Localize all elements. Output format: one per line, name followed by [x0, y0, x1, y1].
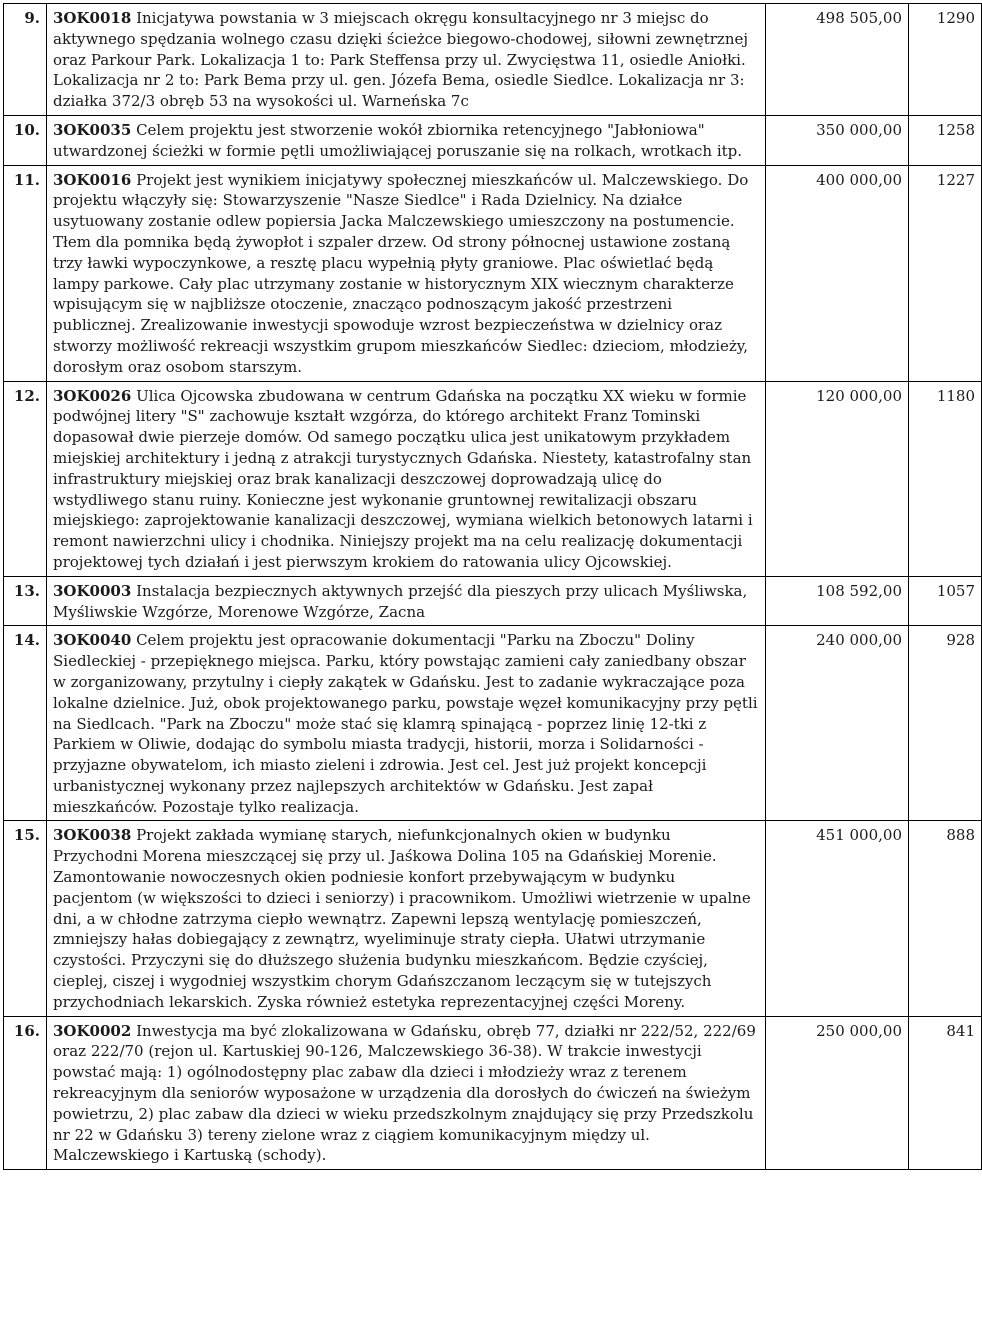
project-votes: 1290 — [909, 4, 982, 116]
project-code: 3OK0003 — [53, 581, 132, 600]
table-row — [4, 626, 982, 821]
project-description-cell — [47, 626, 766, 821]
project-votes: 1227 — [909, 165, 982, 381]
project-code: 3OK0018 — [53, 9, 132, 27]
project-description-cell — [47, 4, 766, 116]
table-row — [4, 381, 982, 576]
project-votes: 1180 — [909, 381, 982, 576]
project-description-cell — [47, 115, 766, 165]
project-code: 3OK0026 — [53, 386, 132, 405]
project-description-cell — [47, 165, 766, 381]
project-description: Projekt jest wynikiem inicjatywy społecznej mieszkańców ul. Malczewskiego. Do projektu włączyły się: Stowarzyszenie "Nasze Siedlce" i Rada Dzielnicy. Na działce usytuowany zostanie odlew popiersia Jacka Malczewskiego umieszczony na postumencie. Tłem dla pomnika będą żywopłot i szpaler drzew. Od strony północnej ustawione zostaną trzy ławki wypoczynkowe, a resztę placu wypełnią płyty graniowe. Plac oświetlać będą lampy parkowe. Cały plac utrzymany zostanie w historycznym XIX wiecznym charakterze wpisującym się w najbliższe otoczenie, znacząco podnoszącym jakość przestrzeni publicznej. Zrealizowanie inwestycji spowoduje wzrost bezpieczeństwa w dzielnicy oraz stworzy możliwość rekreacji wszystkim grupom mieszkańców Siedlec: dzieciom, młodzieży, dorosłym oraz osobom starszym. — [53, 170, 749, 376]
table-row — [4, 821, 982, 1016]
project-votes: 1258 — [909, 115, 982, 165]
row-number: 12. — [4, 381, 47, 576]
project-code: 3OK0002 — [53, 1021, 132, 1040]
project-description: Inicjatywa powstania w 3 miejscach okręgu konsultacyjnego nr 3 miejsc do aktywnego spędzania wolnego czasu dzięki ścieżce biegowo-chodowej, siłowni zewnętrznej oraz Parkour Park. Lokalizacja 1 to: Park Steffensa przy ul. Zwycięstwa 11, osiedle Aniołki. Lokalizacja nr 2 to: Park Bema przy ul. gen. Józefa Bema, osiedle Siedlce. Lokalizacja nr 3: działka 372/3 obręb 53 na wysokości ul. Warneńska 7c — [53, 9, 749, 111]
project-amount: 240 000,00 — [766, 626, 909, 821]
project-description: Projekt zakłada wymianę starych, niefunkcjonalnych okien w budynku Przychodni Morena mieszczącej się przy ul. Jaśkowa Dolina 105 na Gdańskiej Morenie. Zamontowanie nowoczesnych okien podniesie konfort przebywającym w budynku pacjentom (w większości to dzieci i seniorzy) i pracownikom. Umożliwi wietrzenie w upalne dni, a w chłodne zatrzyma ciepło wewnątrz. Zapewni lepszą wentylację pomieszczeń, zmniejszy hałas dobiegający z zewnątrz, wyeliminuje straty ciepła. Ułatwi utrzymanie czystości. Przyczyni się do dłuższego służenia budynku mieszkańcom. Będzie czyściej, cieplej, ciszej i wygodniej wszystkim chorym Gdańszczanom leczącym się w tutejszych przychodniach lekarskich. Zyska również estetyka reprezentacyjnej części Moreny. — [53, 826, 751, 1011]
project-amount: 498 505,00 — [766, 4, 909, 116]
table-row — [4, 165, 982, 381]
project-votes: 1057 — [909, 576, 982, 626]
project-description: Inwestycja ma być zlokalizowana w Gdańsku, obręb 77, działki nr 222/52, 222/69 oraz 222/70 (rejon ul. Kartuskiej 90-126, Malczewskiego 36-38). W trakcie inwestycji powstać mają: 1) ogólnodostępny plac zabaw dla dzieci i młodzieży wraz z terenem rekreacyjnym dla seniorów wyposażone w urządzenia dla dorosłych do ćwiczeń na świeżym powietrzu, 2) plac zabaw dla dzieci w wieku przedszkolnym znajdujący się przy Przedszkolu nr 22 w Gdańsku 3) tereny zielone wraz z ciągiem komunikacyjnym między ul. Malczewskiego i Kartuską (schody). — [53, 1021, 756, 1165]
projects-table — [3, 3, 982, 1170]
table-row — [4, 4, 982, 116]
project-amount: 400 000,00 — [766, 165, 909, 381]
table-row — [4, 1016, 982, 1170]
project-description-cell — [47, 1016, 766, 1170]
table-row — [4, 576, 982, 626]
row-number: 9. — [4, 4, 47, 116]
project-amount: 451 000,00 — [766, 821, 909, 1016]
row-number: 14. — [4, 626, 47, 821]
row-number: 10. — [4, 115, 47, 165]
project-votes: 841 — [909, 1016, 982, 1170]
row-number: 16. — [4, 1016, 47, 1170]
project-description: Ulica Ojcowska zbudowana w centrum Gdańska na początku XX wieku w formie podwójnej litery "S" zachowuje kształt wzgórza, do którego architekt Franz Tominski dopasował dwie pierzeje domów. Od samego początku ulica jest unikatowym przykładem miejskiej architektury i jedną z atrakcji turystycznych Gdańska. Niestety, katastrofalny stan infrastruktury miejskiej oraz brak kanalizacji deszczowej doprowadzają ulicę do wstydliwego stanu ruiny. Konieczne jest wykonanie gruntownej rewitalizacji obszaru miejskiego: zaprojektowanie kanalizacji deszczowej, wymiana wielkich betonowych latarni i remont nawierzchni ulicy i chodnika. Niniejszy projekt ma na celu realizację dokumentacji projektowej tych działań i jest pierwszym krokiem do ratowania ulicy Ojcowskiej. — [53, 386, 753, 571]
row-number: 15. — [4, 821, 47, 1016]
project-code: 3OK0016 — [53, 170, 132, 189]
project-votes: 888 — [909, 821, 982, 1016]
project-code: 3OK0040 — [53, 631, 132, 650]
table-row — [4, 115, 982, 165]
project-amount: 120 000,00 — [766, 381, 909, 576]
project-code: 3OK0038 — [53, 826, 132, 845]
project-amount: 108 592,00 — [766, 576, 909, 626]
project-description: Instalacja bezpiecznych aktywnych przejść dla pieszych przy ulicach Myśliwska, Myśliwskie Wzgórze, Morenowe Wzgórze, Zacna — [53, 581, 748, 621]
row-number: 13. — [4, 576, 47, 626]
project-description-cell — [47, 576, 766, 626]
project-votes: 928 — [909, 626, 982, 821]
project-description: Celem projektu jest stworzenie wokół zbiornika retencyjnego "Jabłoniowa" utwardzonej ścieżki w formie pętli umożliwiającej poruszanie się na rolkach, wrotkach itp. — [53, 120, 743, 160]
project-description-cell — [47, 381, 766, 576]
project-amount: 350 000,00 — [766, 115, 909, 165]
row-number: 11. — [4, 165, 47, 381]
project-description-cell — [47, 821, 766, 1016]
project-amount: 250 000,00 — [766, 1016, 909, 1170]
project-code: 3OK0035 — [53, 120, 132, 139]
project-description: Celem projektu jest opracowanie dokumentacji "Parku na Zboczu" Doliny Siedleckiej - przepięknego miejsca. Parku, który powstając zamieni cały zaniedbany obszar w zorganizowany, przytulny i ciepły zakątek w Gdańsku. Jest to zadanie wykraczające poza lokalne dzielnice. Już, obok projektowanego parku, powstaje węzeł komunikacyjny przy pętli na Siedlcach. "Park na Zboczu" może stać się klamrą spinającą - poprzez linię 12-tki z Parkiem w Oliwie, dodając do symbolu miasta tradycji, historii, morza i Solidarności - przyjazne obywatelom, ich miasto zieleni i zdrowia. Jest cel. Jest już projekt koncepcji urbanistycznej wykonany przez najlepszych architektów w Gdańsku. Jest zapał mieszkańców. Pozostaje tylko realizacja. — [53, 631, 758, 816]
